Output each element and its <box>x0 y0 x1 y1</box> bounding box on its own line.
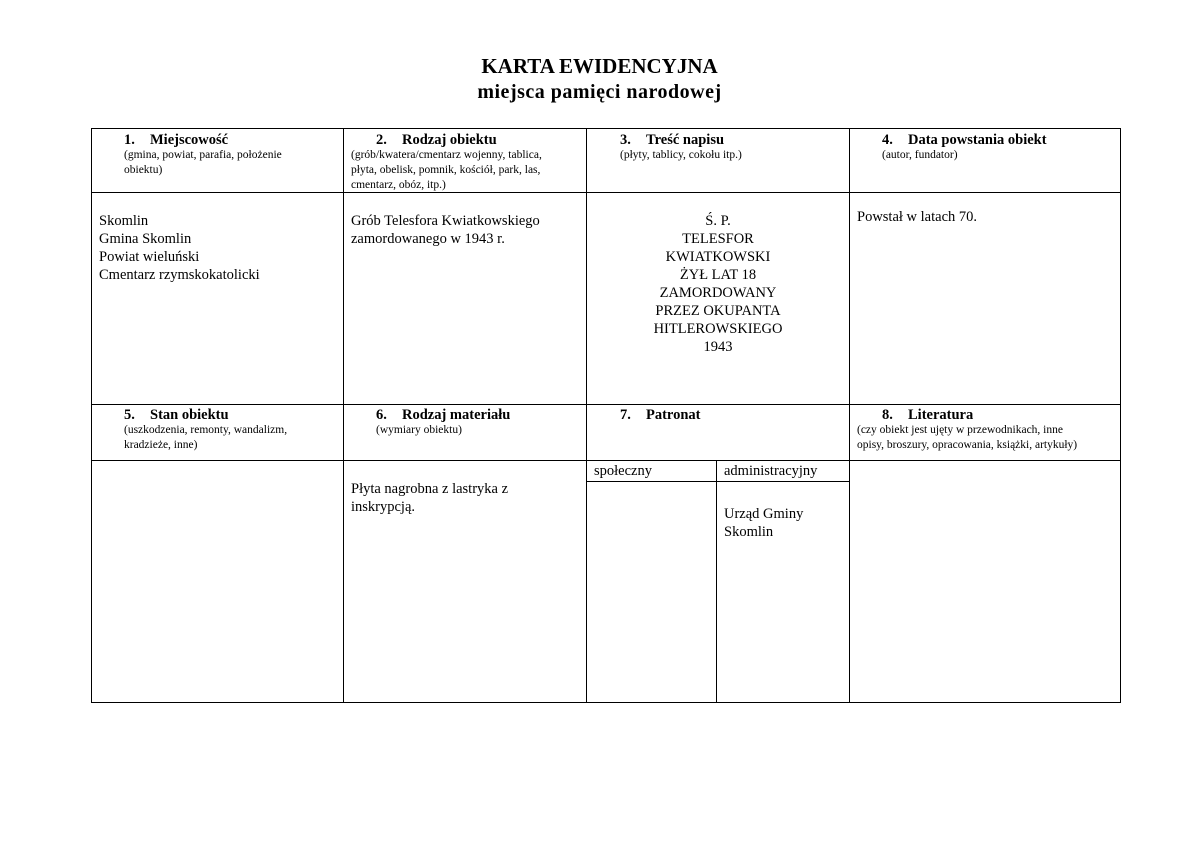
inscription-line: TELESFOR <box>682 231 754 247</box>
content-line: Płyta nagrobna z lastryka z <box>351 481 509 497</box>
table-divider <box>91 192 1121 193</box>
header-hint: (wymiary obiektu) <box>376 424 462 436</box>
content-line: zamordowanego w 1943 r. <box>351 231 505 247</box>
header-number: 2. <box>376 132 387 148</box>
table-divider <box>343 128 344 703</box>
table-border-top <box>91 128 1121 129</box>
content-line: inskrypcją. <box>351 499 416 515</box>
table-divider <box>91 404 1121 405</box>
document-subtitle: miejsca pamięci narodowej <box>477 81 722 103</box>
inscription-line: ZAMORDOWANY <box>659 285 777 301</box>
header-hint: kradzieże, inne) <box>124 439 198 451</box>
header-label: Treść napisu <box>646 132 725 148</box>
patronat-admin-label: administracyjny <box>724 463 818 479</box>
header-cell-literatura <box>857 407 1119 453</box>
header-number: 5. <box>124 407 135 423</box>
header-number: 7. <box>620 407 631 423</box>
header-number: 3. <box>620 132 631 148</box>
location-content <box>99 212 260 284</box>
inscription-content <box>587 212 849 356</box>
table-divider <box>586 481 849 482</box>
header-hint: (uszkodzenia, remonty, wandalizm, <box>124 424 288 436</box>
content-line: Grób Telesfora Kwiatkowskiego <box>351 213 540 229</box>
header-label: Rodzaj obiektu <box>402 132 497 148</box>
header-hint: obiektu) <box>124 164 163 176</box>
header-cell-patronat <box>620 407 845 423</box>
header-label: Data powstania obiekt <box>908 132 1047 148</box>
header-label: Rodzaj materiału <box>402 407 511 423</box>
content-line: Powstał w latach 70. <box>857 209 978 225</box>
table-divider <box>91 460 1121 461</box>
header-cell-rodzaj-obiektu <box>351 132 583 193</box>
content-line: Urząd Gminy <box>724 506 804 522</box>
header-label: Miejscowość <box>150 132 229 148</box>
header-cell-rodzaj-materialu <box>376 407 581 438</box>
header-hint: (płyty, tablicy, cokołu itp.) <box>620 149 742 161</box>
header-hint: (grób/kwatera/cmentarz wojenny, tablica, <box>351 149 542 161</box>
header-hint: cmentarz, obóz, itp.) <box>351 179 446 191</box>
header-cell-miejscowosc <box>124 132 339 178</box>
content-line: Skomlin <box>724 524 774 540</box>
header-number: 1. <box>124 132 135 148</box>
header-hint: płyta, obelisk, pomnik, kościół, park, las, <box>351 164 541 176</box>
table-divider <box>849 128 850 703</box>
object-type-content <box>351 212 540 248</box>
table-border-right <box>1120 128 1121 703</box>
document-title: KARTA EWIDENCYJNA <box>481 54 718 78</box>
header-number: 6. <box>376 407 387 423</box>
inscription-line: ŻYŁ LAT 18 <box>679 267 757 283</box>
header-label: Stan obiektu <box>150 407 229 423</box>
header-label: Literatura <box>908 407 974 423</box>
header-label: Patronat <box>646 407 701 423</box>
patronat-social-label: społeczny <box>594 463 652 479</box>
inscription-line: 1943 <box>703 339 733 355</box>
header-cell-data-powstania <box>882 132 1117 163</box>
creation-date-content <box>857 208 977 226</box>
content-line: Gmina Skomlin <box>99 231 192 247</box>
header-cell-stan-obiektu <box>124 407 339 453</box>
table-divider <box>716 460 717 703</box>
header-hint: (gmina, powiat, parafia, położenie <box>124 149 282 161</box>
header-hint: (autor, fundator) <box>882 149 958 161</box>
material-content <box>351 480 508 516</box>
content-line: Skomlin <box>99 213 149 229</box>
header-cell-tresc-napisu <box>620 132 845 163</box>
header-number: 4. <box>882 132 893 148</box>
header-hint: (czy obiekt jest ujęty w przewodnikach, inne <box>857 424 1063 436</box>
content-line: Cmentarz rzymskokatolicki <box>99 267 260 283</box>
inscription-line: PRZEZ OKUPANTA <box>655 303 781 319</box>
header-hint: opisy, broszury, opracowania, książki, artykuły) <box>857 439 1078 451</box>
inscription-line: HITLEROWSKIEGO <box>653 321 783 337</box>
content-line: Powiat wieluński <box>99 249 200 265</box>
table-border-bottom <box>91 702 1121 703</box>
table-border-left <box>91 128 92 703</box>
inscription-line: KWIATKOWSKI <box>665 249 771 265</box>
header-number: 8. <box>882 407 893 423</box>
patronat-admin-content <box>724 505 803 541</box>
inscription-line: Ś. P. <box>705 213 731 229</box>
